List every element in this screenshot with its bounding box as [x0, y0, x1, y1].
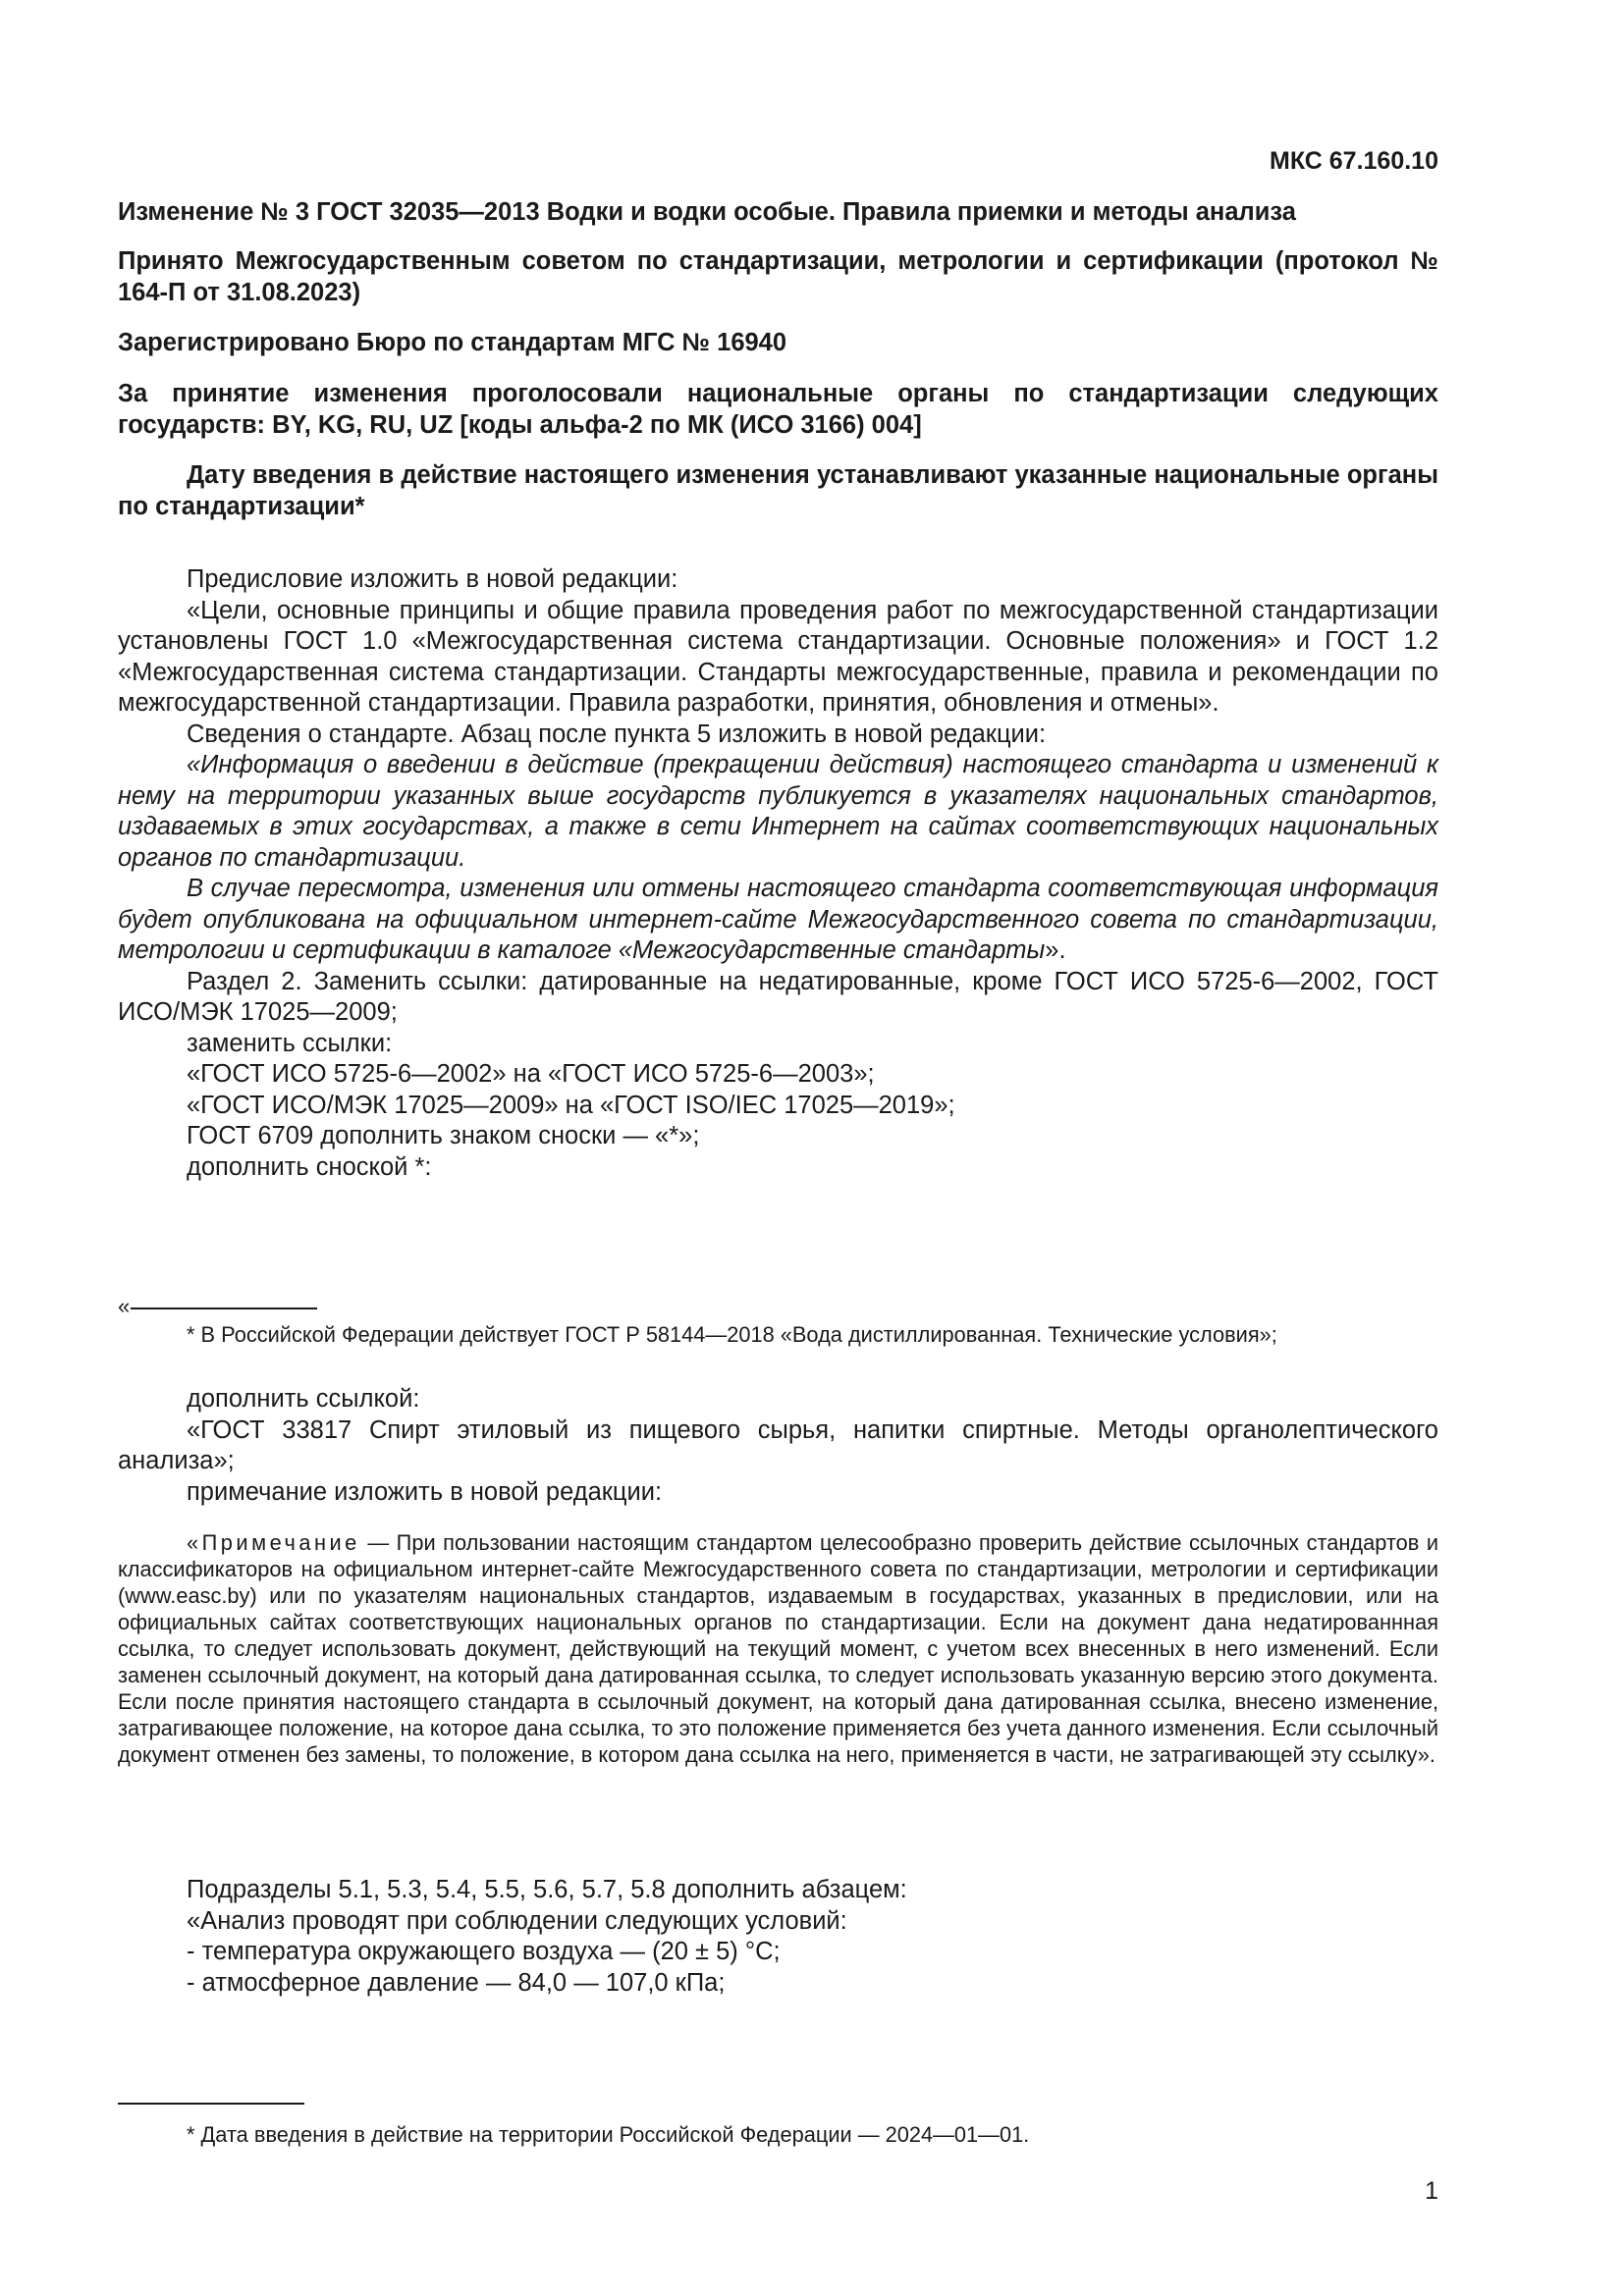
italic-paragraph-tail: ». — [1045, 936, 1066, 964]
body-paragraph: - температура окружающего воздуха — (20 ± 5) °С; — [187, 1938, 781, 1965]
body-paragraph: дополнить ссылкой: — [187, 1385, 420, 1413]
italic-paragraph — [118, 750, 1438, 874]
inline-footnote-quote: « — [118, 1294, 131, 1318]
amendment-body-2 — [118, 1384, 1438, 1508]
italic-paragraph — [118, 874, 1438, 967]
body-paragraph: «Анализ проводят при соблюдении следующих условий: — [187, 1906, 847, 1935]
page-number: 1 — [1425, 2177, 1438, 2205]
body-paragraph: «ГОСТ ИСО 5725-6—2002» на «ГОСТ ИСО 5725-6—2003»; — [187, 1060, 875, 1088]
body-paragraph: ГОСТ 6709 дополнить знаком сноски — «*»; — [187, 1122, 700, 1149]
body-paragraph: «ГОСТ 33817 Спирт этиловый из пищевого сырья, напитки спиртные. Методы органолептического анализа»; — [118, 1415, 1438, 1474]
body-paragraph: - атмосферное давление — 84,0 — 107,0 кПа; — [187, 1968, 726, 1997]
udc-code: МКС 67.160.10 — [1270, 147, 1438, 175]
body-paragraph: заменить ссылки: — [187, 1029, 393, 1057]
amendment-body-1 — [118, 564, 1438, 1183]
body-paragraph: Подразделы 5.1, 5.3, 5.4, 5.5, 5.6, 5.7, 5.8 дополнить абзацем: — [187, 1876, 907, 1903]
body-paragraph: «Цели, основные принципы и общие правила проведения работ по межгосударственной стандартизации установлены ГОСТ 1.0 «Межгосударственная система стандартизации. Основные положения» и ГОСТ 1.2 «Межгосударственная система стандартизации. Стандарты межгосударственные, правила и рекомендации по межгосударственной стандартизации. Правила разработки, принятия, обновления и отмены». — [118, 596, 1438, 717]
italic-text: «Информация о введении в действие (прекращении действия) настоящего стандарта и изменений к нему на территории указанных выше государств публикуется в указателях национальных стандартов, издаваемых в этих государствах, а также в сети Интернет на сайтах соответствующих национальных органов по стандартизации. — [118, 751, 1438, 872]
footnote-rule — [118, 2103, 304, 2105]
voting-statement: За принятие изменения проголосовали национальные органы по стандартизации следующих государств: BY, KG, RU, UZ [коды альфа-2 по МК (ИСО 3166) 004] — [118, 380, 1438, 439]
effective-date-statement: Дату введения в действие настоящего изменения устанавливают указанные национальные органы по стандартизации* — [118, 461, 1438, 520]
note-label: «Примечание — [187, 1530, 360, 1555]
body-paragraph: Сведения о стандарте. Абзац после пункта 5 изложить в новой редакции: — [187, 720, 1047, 748]
registration-statement: Зарегистрировано Бюро по стандартам МГС № 16940 — [118, 329, 787, 356]
adopted-statement: Принято Межгосударственным советом по стандартизации, метрологии и сертификации (протокол № 164-П от 31.08.2023) — [118, 247, 1438, 306]
amendment-title: Изменение № 3 ГОСТ 32035—2013 Водки и водки особые. Правила приемки и методы анализа — [118, 198, 1296, 226]
note-block — [118, 1529, 1438, 1768]
inline-footnote: * В Российской Федерации действует ГОСТ Р 58144—2018 «Вода дистиллированная. Технические условия»; — [187, 1322, 1277, 1347]
amendment-body-3 — [118, 1875, 1438, 1999]
page-footnote: * Дата введения в действие на территории Российской Федерации — 2024—01—01. — [187, 2122, 1030, 2147]
note-text: — При пользовании настоящим стандартом целесообразно проверить действие ссылочных стандартов и классификаторов на официальном интернет-сайте Межгосударственного совета по стандартизации, метрологии и сертификации (www.easc.by) или по указателям национальных стандартов, издаваемым в государствах, указанных в предисловии, или на официальных сайтах соответствующих национальных органов по стандартизации. Если на документ дана недатированнная ссылка, то следует использовать документ, действующий на текущий момент, с учетом всех внесенных в него изменений. Если заменен ссылочный документ, на который дана датированная ссылка, то следует использовать указанную версию этого документа. Если после принятия настоящего стандарта в ссылочный документ, на который дана датированная ссылка, внесено изменение, затрагивающее положение, на которое дана ссылка, то это положение применяется без учета данного изменения. Если ссылочный документ отменен без замены, то положение, в котором дана ссылка на него, применяется в части, не затрагивающей эту ссылку». — [118, 1530, 1438, 1767]
note-paragraph — [118, 1529, 1438, 1768]
body-paragraph: дополнить сноской *: — [187, 1152, 432, 1181]
body-paragraph: примечание изложить в новой редакции: — [187, 1477, 663, 1506]
inline-footnote-rule — [131, 1308, 317, 1309]
italic-text: В случае пересмотра, изменения или отмены настоящего стандарта соответствующая информация будет опубликована на официальном интернет-сайте Межгосударственного совета по стандартизации, метрологии и сертификации в каталоге «Межгосударственные стандарты — [118, 875, 1438, 964]
body-paragraph: «ГОСТ ИСО/МЭК 17025—2009» на «ГОСТ ISO/IEC 17025—2019»; — [187, 1091, 955, 1119]
body-paragraph: Предисловие изложить в новой редакции: — [187, 565, 678, 593]
body-paragraph: Раздел 2. Заменить ссылки: датированные на недатированные, кроме ГОСТ ИСО 5725-6—2002, ГОСТ ИСО/МЭК 17025—2009; — [118, 967, 1438, 1026]
